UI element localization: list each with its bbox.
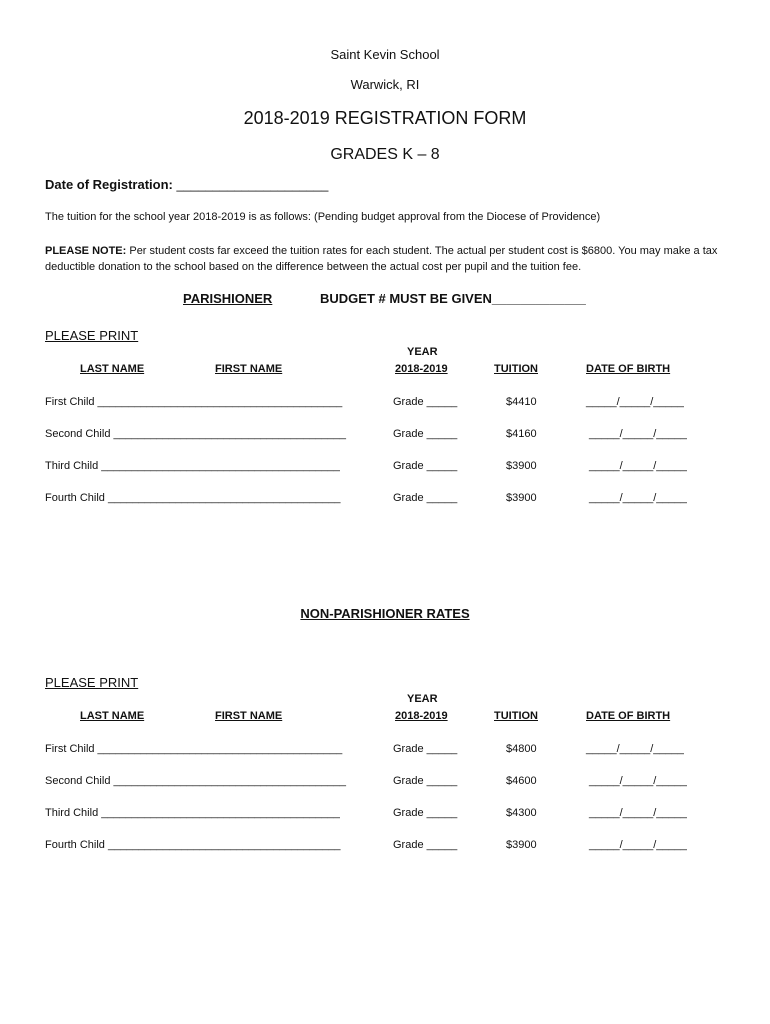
year-header-top: YEAR <box>407 693 438 705</box>
tuition-value: $4410 <box>506 396 537 408</box>
parishioner-please-print: PLEASE PRINT <box>45 328 139 343</box>
date-of-registration <box>45 177 328 192</box>
tuition-value: $4800 <box>506 743 537 755</box>
date-of-registration-blank: _____________________ <box>176 177 329 192</box>
last-name-header: LAST NAME <box>80 710 145 722</box>
budget-number-blank: _____________ <box>491 291 586 306</box>
tuition-value: $4160 <box>506 428 537 440</box>
date-of-registration-label: Date of Registration: <box>45 177 173 192</box>
non-parishioner-please-print: PLEASE PRINT <box>45 675 139 690</box>
child-name-field: First Child ________________________________________ <box>45 743 343 755</box>
non-parishioner-heading: NON-PARISHIONER RATES <box>300 606 470 621</box>
child-name-field: Fourth Child ______________________________________ <box>45 492 341 504</box>
date-of-birth-field: _____/_____/_____ <box>589 492 687 504</box>
child-name-field: Second Child ______________________________________ <box>45 428 346 440</box>
date-of-birth-field: _____/_____/_____ <box>589 839 687 851</box>
date-of-birth-field: _____/_____/_____ <box>589 807 687 819</box>
first-name-header: FIRST NAME <box>215 363 283 375</box>
date-of-birth-field: _____/_____/_____ <box>589 775 687 787</box>
school-location: Warwick, RI <box>350 77 420 92</box>
date-of-birth-field: _____/_____/_____ <box>586 396 684 408</box>
grade-field: Grade _____ <box>393 460 458 472</box>
child-name-field: Third Child _______________________________________ <box>45 807 340 819</box>
tuition-header: TUITION <box>494 363 538 375</box>
first-name-header: FIRST NAME <box>215 710 283 722</box>
tuition-value: $3900 <box>506 839 537 851</box>
grade-field: Grade _____ <box>393 775 458 787</box>
grade-field: Grade _____ <box>393 743 458 755</box>
date-of-birth-field: _____/_____/_____ <box>589 428 687 440</box>
parishioner-heading: PARISHIONER <box>183 291 273 306</box>
last-name-header: LAST NAME <box>80 363 145 375</box>
grade-field: Grade _____ <box>393 839 458 851</box>
school-name: Saint Kevin School <box>330 47 440 62</box>
tuition-value: $4300 <box>506 807 537 819</box>
child-name-field: Second Child ______________________________________ <box>45 775 346 787</box>
child-name-field: First Child ________________________________________ <box>45 396 343 408</box>
please-note-text: Per student costs far exceed the tuition rates for each student. The actual per student cost is $6800. You may make a tax deductible donation to the school based on the difference between the actual cost per pupil and the tuition fee. <box>45 245 718 273</box>
year-header-top: YEAR <box>407 346 438 358</box>
form-title: 2018-2019 REGISTRATION FORM <box>243 108 527 128</box>
please-note <box>45 243 735 275</box>
child-name-field: Fourth Child ______________________________________ <box>45 839 341 851</box>
date-of-birth-header: DATE OF BIRTH <box>586 363 671 375</box>
grade-field: Grade _____ <box>393 492 458 504</box>
tuition-intro: The tuition for the school year 2018-2019 is as follows: (Pending budget approval from the Diocese of Providence) <box>45 211 601 223</box>
grade-field: Grade _____ <box>393 396 458 408</box>
date-of-birth-field: _____/_____/_____ <box>589 460 687 472</box>
date-of-birth-field: _____/_____/_____ <box>586 743 684 755</box>
budget-number-line <box>320 291 586 306</box>
please-note-label: PLEASE NOTE: <box>45 245 127 257</box>
tuition-header: TUITION <box>494 710 538 722</box>
tuition-value: $3900 <box>506 492 537 504</box>
child-name-field: Third Child _______________________________________ <box>45 460 340 472</box>
tuition-value: $3900 <box>506 460 537 472</box>
budget-number-label: BUDGET # MUST BE GIVEN <box>320 291 492 306</box>
year-header-bottom: 2018-2019 <box>395 363 448 375</box>
tuition-value: $4600 <box>506 775 537 787</box>
grade-field: Grade _____ <box>393 807 458 819</box>
date-of-birth-header: DATE OF BIRTH <box>586 710 671 722</box>
year-header-bottom: 2018-2019 <box>395 710 448 722</box>
grades-label: GRADES K – 8 <box>330 146 440 163</box>
grade-field: Grade _____ <box>393 428 458 440</box>
